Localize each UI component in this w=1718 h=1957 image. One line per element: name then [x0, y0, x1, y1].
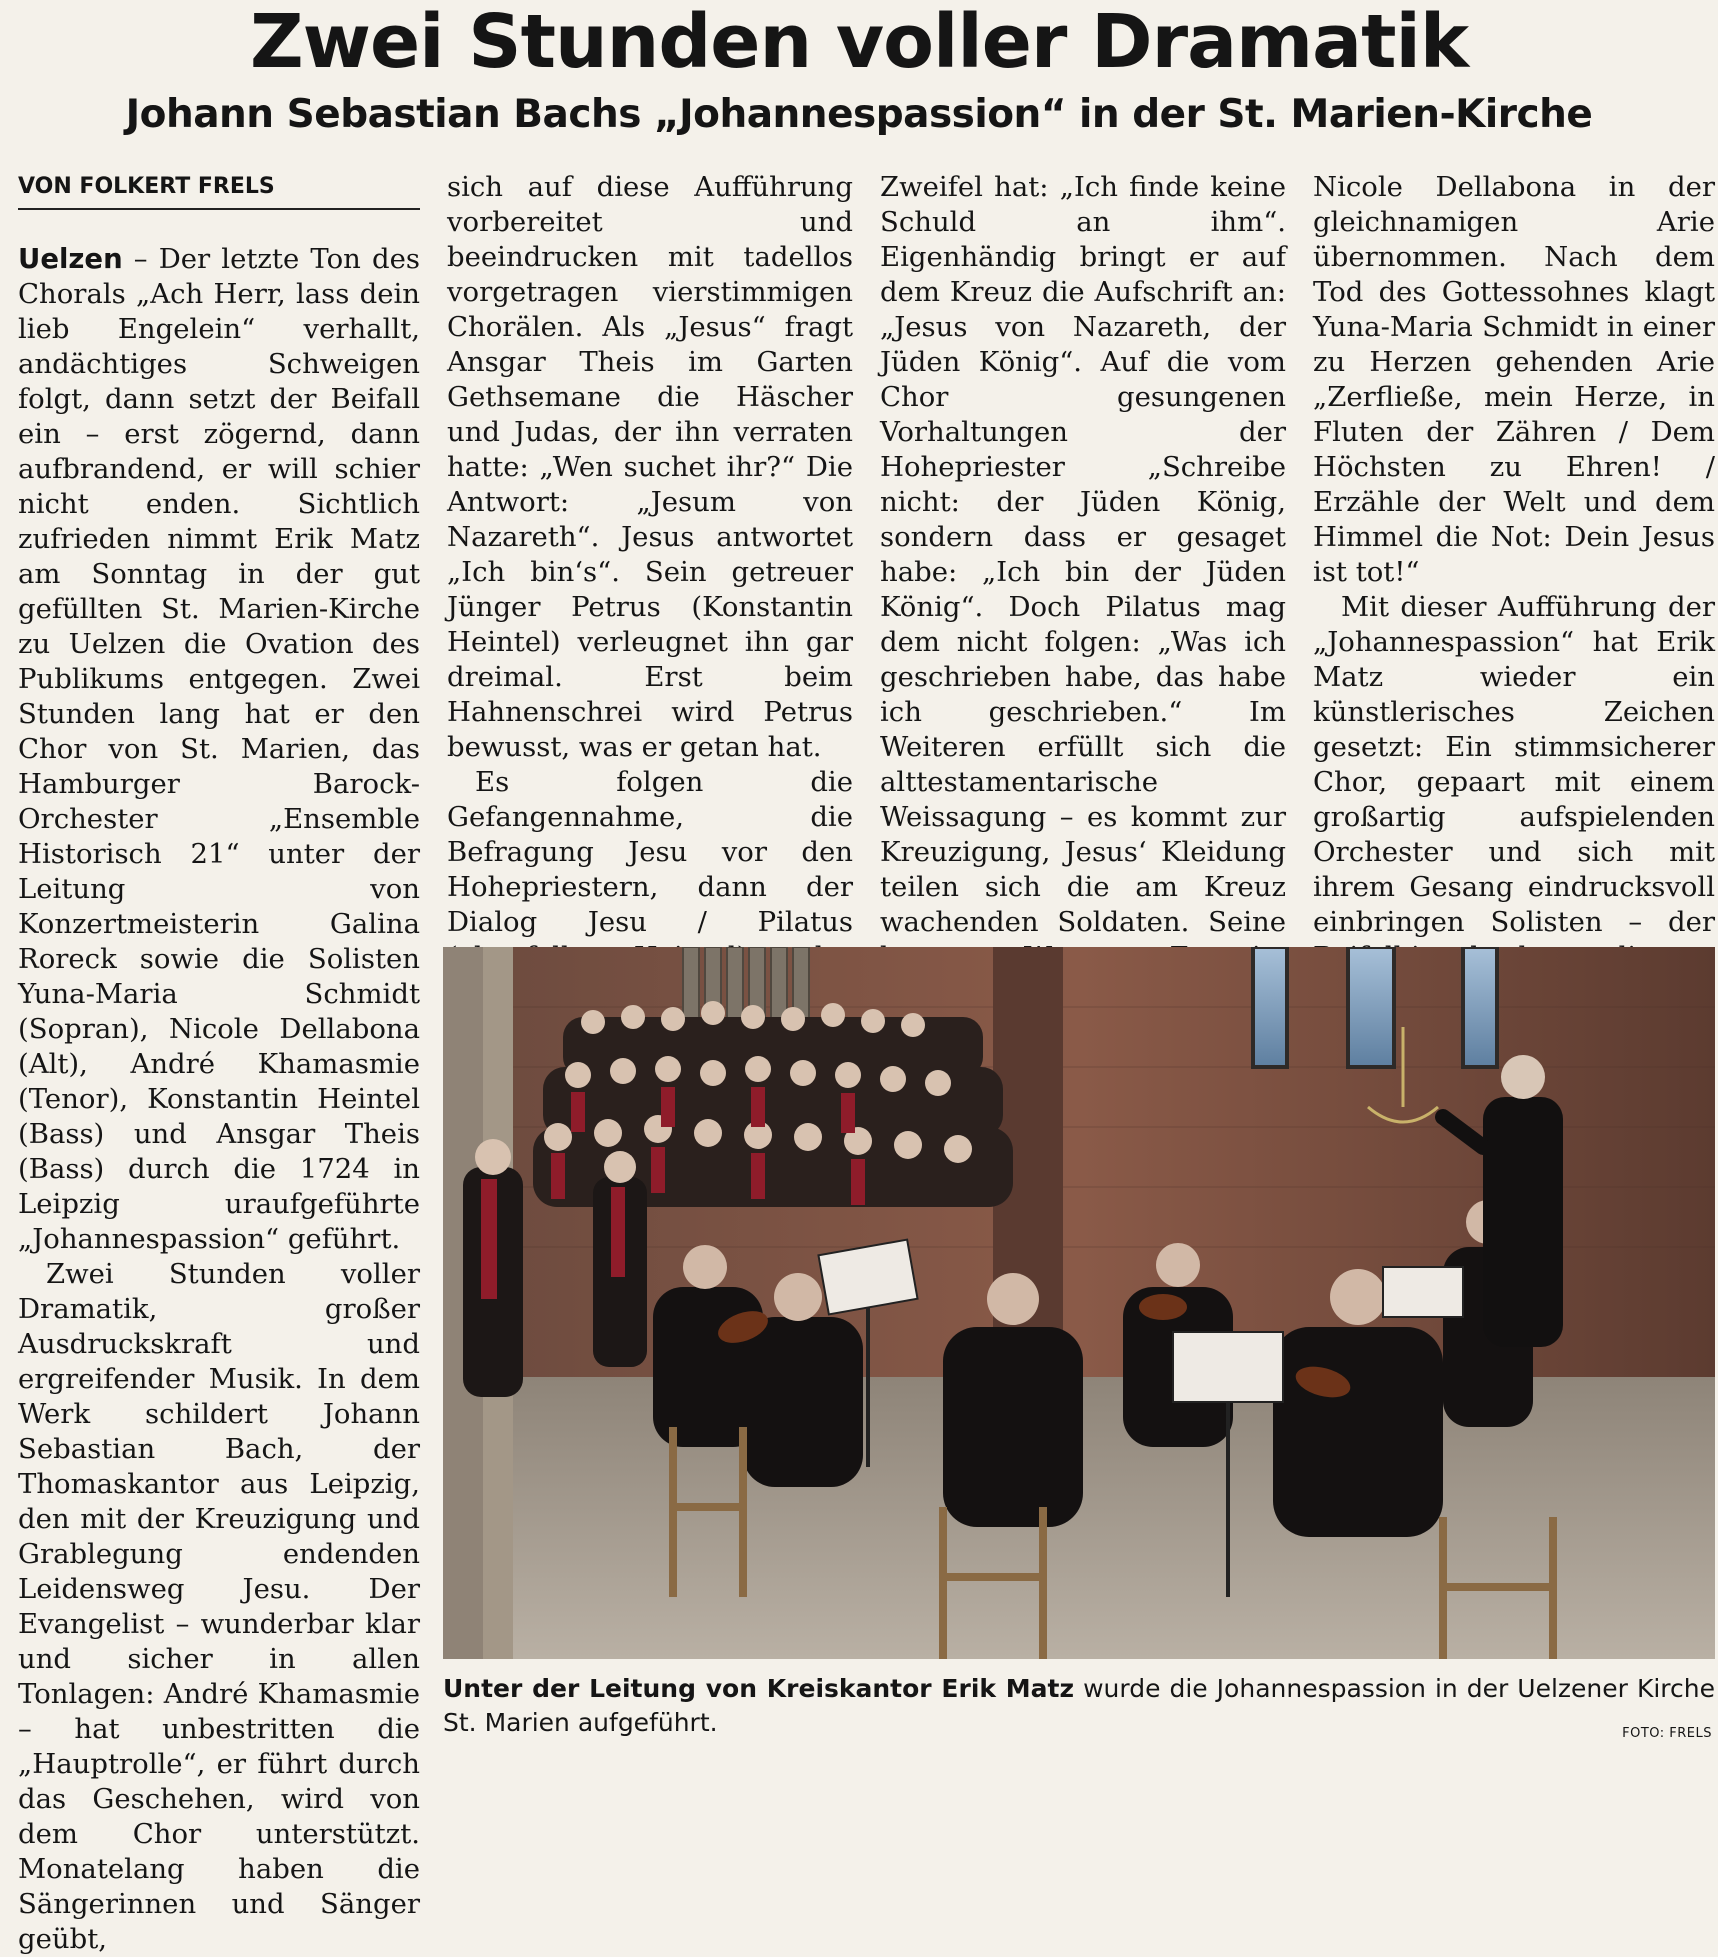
dateline: Uelzen — [18, 243, 123, 275]
column-4 — [1313, 170, 1715, 975]
column-1 — [18, 242, 420, 1957]
paragraph-1-text: – Der letzte Ton des Chorals „Ach Herr, lass dein lieb Engelein“ verhallt, andächtiges Schweigen folgt, dann setzt der Beifall ein – erst zögernd, dann aufbrandend, er will schier nicht enden. Sichtlich zufrieden nimmt Erik Matz am Sonntag in der gut gefüllten St. Marien-Kirche zu Uelzen die Ovation des Publikums entgegen. Zwei Stunden lang hat er den Chor von St. Marien, das Hamburger Barock-Orchester „Ensemble Historisch 21“ unter der Leitung von Konzertmeisterin Galina Roreck sowie die Solisten Yuna-Maria Schmidt (Sopran), Nicole Dellabona (Alt), André Khamasmie (Tenor), Konstantin Heintel (Bass) und Ansgar Theis (Bass) durch die 1724 in Leipzig uraufgeführte „Johannespassion“ geführt. — [18, 243, 420, 1255]
paragraph-6: Nicole Dellabona in der gleichnamigen Arie übernommen. Nach dem Tod des Gottessohnes klagt Yuna-Maria Schmidt in einer zu Herzen gehenden Arie „Zerfließe, mein Herze, in Fluten der Zähren / Dem Höchsten zu Ehren! / Erzähle der Welt und dem Himmel die Not: Dein Jesus ist tot!“ — [1313, 171, 1715, 588]
photo-credit: FOTO: FRELS — [1622, 1726, 1712, 1741]
paragraph-3: sich auf diese Aufführung vorbereitet und beeindrucken mit tadellos vorgetragen vierstimmigen Chorälen. Als „Jesus“ fragt Ansgar Theis im Garten Gethsemane die Häscher und Judas, der ihn verraten hatte: „Wen suchet ihr?“ Die Antwort: „Jesum von Nazareth“. Jesus antwortet „Ich bin‘s“. Sein getreuer Jünger Petrus (Konstantin Heintel) verleugnet ihn gar dreimal. Erst beim Hahnenschrei wird Petrus bewusst, was er getan hat. — [447, 171, 853, 763]
paragraph-2: Zwei Stunden voller Dramatik, großer Ausdruckskraft und ergreifender Musik. In dem Werk schildert Johann Sebastian Bach, der Thomaskantor aus Leipzig, den mit der Kreuzigung und Grablegung endenden Leidensweg Jesu. Der Evangelist – wunderbar klar und sicher in allen Tonlagen: André Khamasmie – hat unbestritten die „Hauptrolle“, er führt durch das Geschehen, wird von dem Chor unterstützt. Monatelang haben die Sängerinnen und Sänger geübt, — [18, 1258, 420, 1955]
headline: Zwei Stunden voller Dramatik — [249, 0, 1469, 85]
concert-photo — [443, 947, 1715, 1659]
column-2 — [447, 170, 853, 1010]
caption-bold: Unter der Leitung von Kreiskantor Erik Matz — [443, 1674, 1075, 1703]
caption-text: wurde die Johannespassion in der Uelzener Kirche St. Marien aufgeführt. — [443, 1674, 1715, 1737]
paragraph-7: Mit dieser Aufführung der „Johannespassion“ hat Erik Matz wieder ein künstlerisches Zeichen gesetzt: Ein stimmsicherer Chor, gepaart mit einem großartig aufspielenden Orchester und sich mit ihrem Gesang eindrucksvoll einbringen Solisten – der — [1313, 591, 1715, 938]
paragraph-4: Es folgen die Gefangennahme, die Befragung Jesu vor den Hohepriestern, dann der Dialog Jesu / Pilatus — [447, 766, 853, 938]
photo-caption — [443, 1672, 1715, 1740]
paragraph-5: Zweifel hat: „Ich finde keine Schuld an ihm“. Eigenhändig bringt er auf dem Kreuz die Aufschrift an: „Jesus von Nazareth, der Jüden König“. Auf die vom Chor gesungenen Vorhaltungen der Hohepriester „Schreibe nicht: der Jüden König, sondern dass er gesaget habe: „Ich bin der Jüden König“. Doch Pilatus mag dem nicht folgen: „Was ich geschrieben habe, das habe ich geschrieben.“ Im Weiteren erfüllt sich die alttestamentarische Weissagung – es kommt zur Kreuzigung, Jesus‘ Kleidung teilen sich die am Kreuz wachenden Soldaten. Seine — [880, 171, 1286, 938]
column-3 — [880, 170, 1286, 1010]
choir-orchestra-illustration — [443, 947, 1715, 1659]
paragraph-1 — [18, 242, 420, 1257]
subheadline: Johann Sebastian Bachs „Johannespassion“ in der St. Marien-Kirche — [125, 92, 1593, 137]
byline: VON FOLKERT FRELS — [18, 172, 420, 210]
